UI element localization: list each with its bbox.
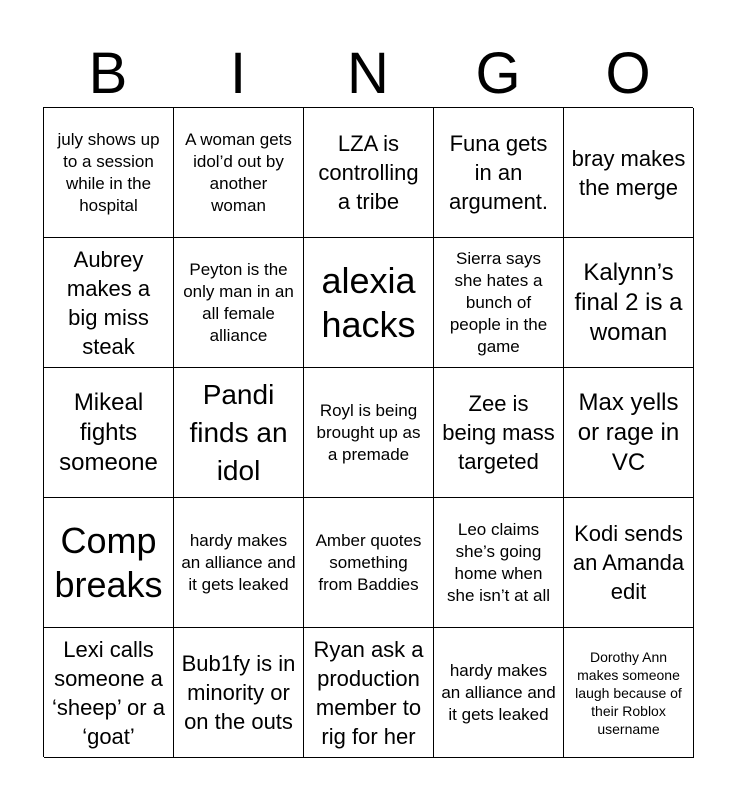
bingo-cell[interactable]	[304, 108, 434, 238]
bingo-cell[interactable]	[174, 368, 304, 498]
cell-text: Mikeal fights someone	[59, 388, 158, 476]
cell-text: Pandi finds an idol	[189, 378, 288, 486]
bingo-cell[interactable]	[304, 498, 434, 628]
title-letter-i: I	[229, 41, 247, 106]
cell-text: hardy makes an alliance and it gets leaked	[181, 530, 296, 594]
bingo-cell[interactable]	[44, 108, 174, 238]
bingo-cell[interactable]	[174, 628, 304, 758]
cell-text: Kodi sends an Amanda edit	[572, 521, 685, 604]
title-letter-g: G	[475, 41, 521, 106]
cell-text: LZA is controlling a tribe	[318, 131, 419, 214]
cell-text: Amber quotes something from Baddies	[315, 530, 422, 594]
bingo-cell[interactable]	[434, 238, 564, 368]
title-letter-n: N	[347, 41, 389, 106]
bingo-cell[interactable]	[44, 498, 174, 628]
bingo-grid	[43, 107, 693, 757]
cell-text: A woman gets idol’d out by another woman	[185, 129, 292, 215]
cell-text: Leo claims she’s going home when she isn’t at all	[447, 519, 550, 605]
cell-text: Funa gets in an argument.	[448, 131, 549, 214]
bingo-cell[interactable]	[564, 238, 694, 368]
bingo-cell[interactable]	[44, 238, 174, 368]
bingo-cell[interactable]	[304, 628, 434, 758]
cell-text: Ryan ask a production member to rig for her	[313, 636, 424, 749]
bingo-cell[interactable]	[304, 238, 434, 368]
cell-text: Bub1fy is in minority or on the outs	[181, 651, 296, 734]
bingo-cell[interactable]	[564, 108, 694, 238]
cell-text: Zee is being mass targeted	[442, 391, 555, 474]
bingo-cell[interactable]	[304, 368, 434, 498]
bingo-cell[interactable]	[564, 368, 694, 498]
cell-text: Royl is being brought up as a premade	[316, 400, 421, 464]
cell-text: Comp breaks	[54, 519, 163, 605]
title-letter-o: O	[605, 41, 651, 106]
bingo-cell[interactable]	[564, 628, 694, 758]
title-letter-b: B	[88, 41, 128, 106]
bingo-cell[interactable]	[434, 108, 564, 238]
bingo-cell[interactable]	[44, 368, 174, 498]
bingo-cell[interactable]	[434, 628, 564, 758]
cell-text: Max yells or rage in VC	[577, 388, 680, 476]
cell-text: Kalynn’s final 2 is a woman	[574, 258, 683, 346]
cell-text: Sierra says she hates a bunch of people in the game	[449, 248, 548, 356]
bingo-cell[interactable]	[174, 108, 304, 238]
cell-text: Peyton is the only man in an all female alliance	[183, 259, 294, 345]
bingo-cell[interactable]	[44, 628, 174, 758]
cell-text: Dorothy Ann makes someone laugh because of their Roblox username	[575, 648, 682, 737]
bingo-cell[interactable]	[174, 498, 304, 628]
bingo-cell[interactable]	[434, 498, 564, 628]
bingo-title	[43, 40, 693, 108]
cell-text: alexia hacks	[321, 259, 416, 345]
cell-text: july shows up to a session while in the hospital	[57, 129, 160, 215]
bingo-cell[interactable]	[174, 238, 304, 368]
bingo-cell[interactable]	[564, 498, 694, 628]
cell-text: Lexi calls someone a ‘sheep’ or a ‘goat’	[52, 636, 165, 749]
bingo-cell[interactable]	[434, 368, 564, 498]
cell-text: hardy makes an alliance and it gets leaked	[441, 660, 556, 724]
cell-text: bray makes the merge	[571, 145, 686, 200]
cell-text: Aubrey makes a big miss steak	[66, 246, 151, 359]
